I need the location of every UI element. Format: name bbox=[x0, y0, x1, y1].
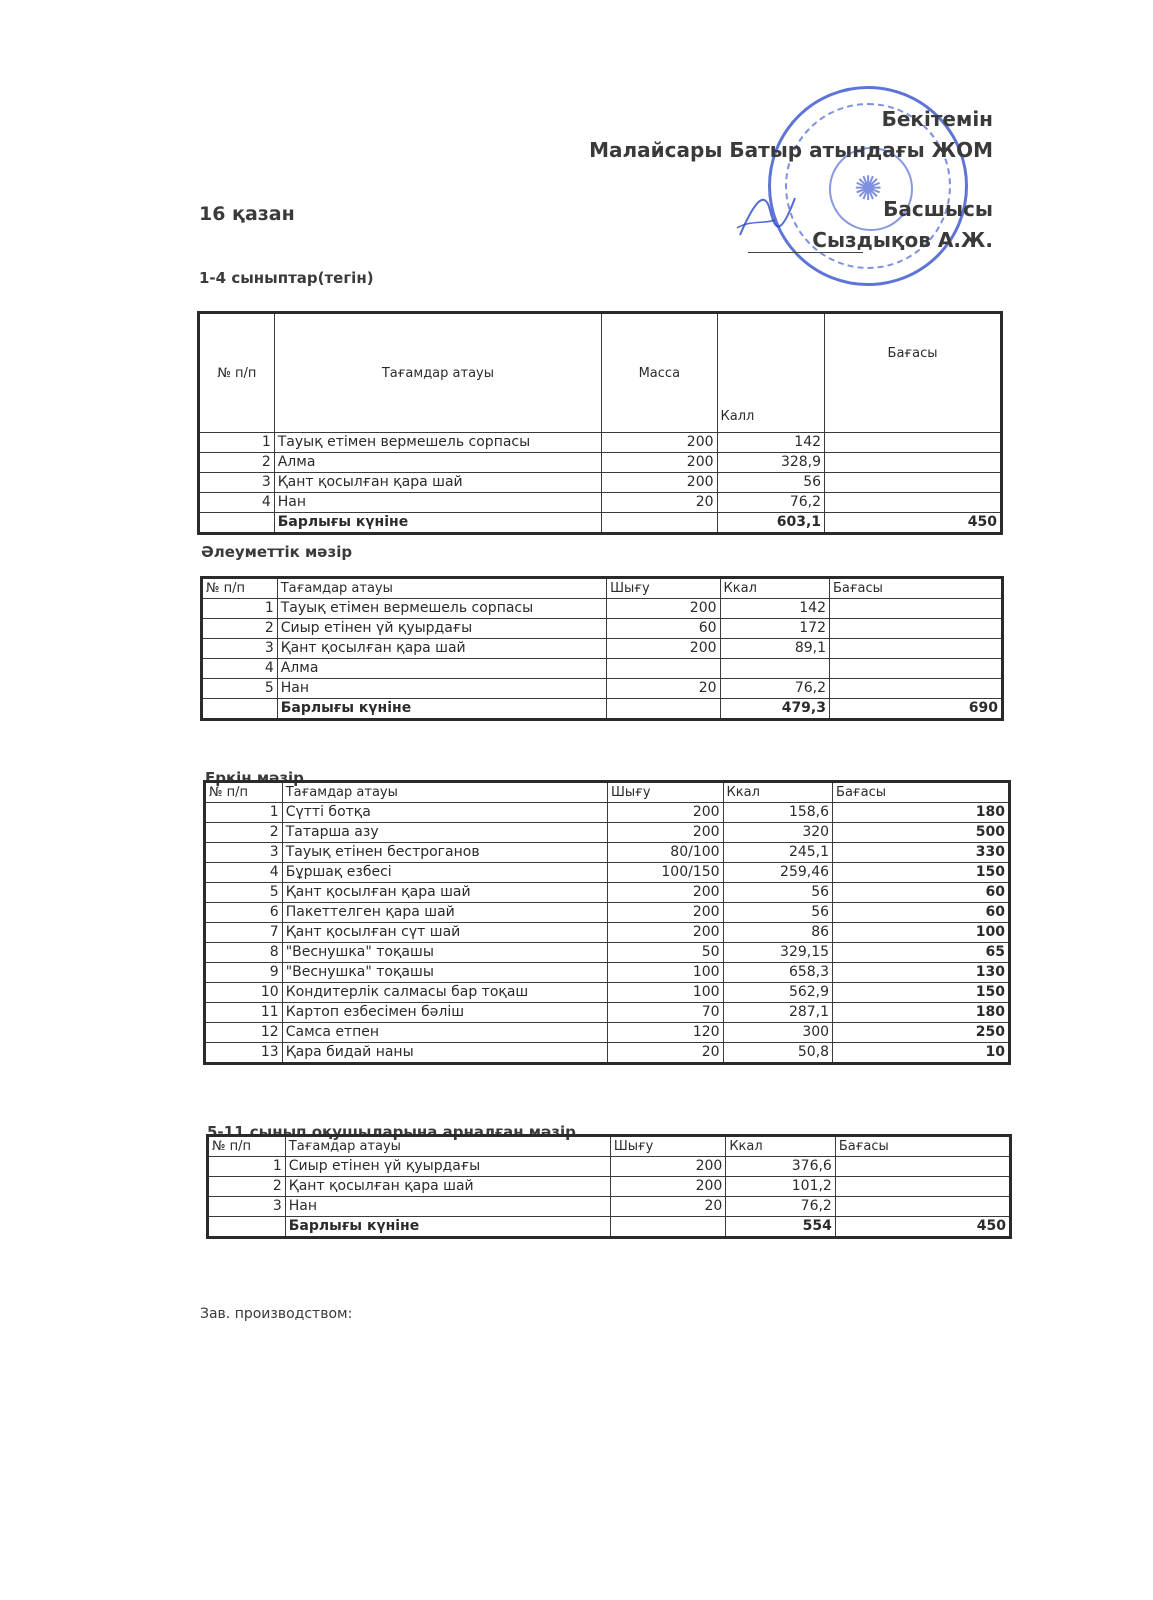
dish-price bbox=[830, 599, 1003, 619]
dish-name: Қант қосылған сүт шай bbox=[282, 923, 607, 943]
row-number: 8 bbox=[205, 943, 283, 963]
row-number: 12 bbox=[205, 1023, 283, 1043]
dish-price bbox=[825, 433, 1002, 453]
dish-output: 20 bbox=[607, 679, 720, 699]
dish-output: 200 bbox=[607, 599, 720, 619]
dish-name: Сүтті ботқа bbox=[282, 803, 607, 823]
menu-table-grades-1-4 bbox=[197, 311, 1003, 535]
dish-name: Алма bbox=[277, 659, 606, 679]
row-number: 5 bbox=[202, 679, 278, 699]
dish-output: 200 bbox=[610, 1177, 725, 1197]
table-row bbox=[205, 1023, 1010, 1043]
dish-output: 100/150 bbox=[608, 863, 724, 883]
dish-name: Қант қосылған қара шай bbox=[285, 1177, 610, 1197]
approval-position: Басшысы bbox=[883, 197, 993, 221]
table-row bbox=[205, 903, 1010, 923]
dish-name: Қара бидай наны bbox=[282, 1043, 607, 1064]
dish-output: 200 bbox=[608, 823, 724, 843]
dish-name: Тауық етімен вермешель сорпасы bbox=[277, 599, 606, 619]
table-row bbox=[202, 639, 1003, 659]
section-title-social-menu: Әлеуметтік мәзір bbox=[201, 543, 353, 561]
dish-name: Қант қосылған қара шай bbox=[282, 883, 607, 903]
production-manager-label: Зав. производством: bbox=[200, 1306, 353, 1322]
col-header-no: № п/п bbox=[205, 782, 283, 803]
total-price: 450 bbox=[835, 1217, 1010, 1238]
col-header-no: № п/п bbox=[208, 1136, 286, 1157]
dish-price bbox=[830, 619, 1003, 639]
table-row bbox=[205, 943, 1010, 963]
dish-kcal: 287,1 bbox=[723, 1003, 833, 1023]
dish-price: 60 bbox=[833, 883, 1010, 903]
row-number: 1 bbox=[205, 803, 283, 823]
dish-name: Нан bbox=[277, 679, 606, 699]
dish-name: Пакеттелген қара шай bbox=[282, 903, 607, 923]
dish-price: 180 bbox=[833, 1003, 1010, 1023]
dish-price bbox=[825, 473, 1002, 493]
dish-name: Картоп езбесімен бәліш bbox=[282, 1003, 607, 1023]
dish-kcal: 158,6 bbox=[723, 803, 833, 823]
row-number: 3 bbox=[208, 1197, 286, 1217]
col-header-name: Тағамдар атауы bbox=[285, 1136, 610, 1157]
dish-name: Нан bbox=[285, 1197, 610, 1217]
dish-output: 100 bbox=[608, 983, 724, 1003]
approval-block bbox=[589, 104, 993, 256]
table-row bbox=[199, 493, 1002, 513]
col-header-mass: Масса bbox=[602, 313, 717, 433]
row-number: 11 bbox=[205, 1003, 283, 1023]
dish-price: 100 bbox=[833, 923, 1010, 943]
dish-kcal: 76,2 bbox=[726, 1197, 836, 1217]
row-number: 1 bbox=[199, 433, 275, 453]
dish-kcal: 50,8 bbox=[723, 1043, 833, 1064]
dish-kcal: 658,3 bbox=[723, 963, 833, 983]
dish-name: Тауық етінен бестроганов bbox=[282, 843, 607, 863]
total-kcal: 603,1 bbox=[717, 513, 825, 534]
dish-output: 120 bbox=[608, 1023, 724, 1043]
dish-output bbox=[607, 659, 720, 679]
section-title-grades-1-4: 1-4 сыныптар(тегін) bbox=[199, 269, 374, 287]
dish-name: Қант қосылған қара шай bbox=[274, 473, 601, 493]
table-row bbox=[202, 679, 1003, 699]
table-row bbox=[205, 983, 1010, 1003]
dish-output: 200 bbox=[608, 903, 724, 923]
section-title-grades-5-11: 5-11 сынып оқушыларына арналған мәзір bbox=[207, 1123, 576, 1141]
dish-kcal: 300 bbox=[723, 1023, 833, 1043]
dish-output: 200 bbox=[602, 453, 717, 473]
row-number: 2 bbox=[202, 619, 278, 639]
table-row bbox=[199, 453, 1002, 473]
row-number: 3 bbox=[199, 473, 275, 493]
dish-price bbox=[830, 659, 1003, 679]
row-number: 13 bbox=[205, 1043, 283, 1064]
dish-output: 200 bbox=[608, 883, 724, 903]
total-row bbox=[199, 513, 1002, 534]
dish-price: 10 bbox=[833, 1043, 1010, 1064]
dish-output: 200 bbox=[607, 639, 720, 659]
row-number: 9 bbox=[205, 963, 283, 983]
menu-date: 16 қазан bbox=[199, 203, 295, 225]
dish-kcal: 259,46 bbox=[723, 863, 833, 883]
dish-kcal: 172 bbox=[720, 619, 829, 639]
col-header-name: Тағамдар атауы bbox=[274, 313, 601, 433]
dish-kcal: 329,15 bbox=[723, 943, 833, 963]
row-number: 4 bbox=[205, 863, 283, 883]
dish-price: 130 bbox=[833, 963, 1010, 983]
col-header-no: № п/п bbox=[199, 313, 275, 433]
total-kcal: 554 bbox=[726, 1217, 836, 1238]
row-number: 5 bbox=[205, 883, 283, 903]
approval-signatory: Сыздықов А.Ж. bbox=[812, 228, 993, 252]
dish-price: 150 bbox=[833, 983, 1010, 1003]
menu-table-social bbox=[200, 576, 1004, 721]
col-header-name: Тағамдар атауы bbox=[282, 782, 607, 803]
dish-kcal: 56 bbox=[717, 473, 825, 493]
table-row bbox=[208, 1157, 1011, 1177]
col-header-output: Шығу bbox=[610, 1136, 725, 1157]
dish-name: "Веснушка" тоқашы bbox=[282, 963, 607, 983]
dish-name: Самса етпен bbox=[282, 1023, 607, 1043]
row-number: 2 bbox=[205, 823, 283, 843]
dish-kcal: 376,6 bbox=[726, 1157, 836, 1177]
dish-kcal: 56 bbox=[723, 883, 833, 903]
dish-price bbox=[830, 639, 1003, 659]
row-number: 2 bbox=[208, 1177, 286, 1197]
dish-kcal: 142 bbox=[720, 599, 829, 619]
dish-price: 500 bbox=[833, 823, 1010, 843]
table-row bbox=[205, 1003, 1010, 1023]
table-row bbox=[205, 843, 1010, 863]
col-header-price: Бағасы bbox=[835, 1136, 1010, 1157]
dish-name: Кондитерлік салмасы бар тоқаш bbox=[282, 983, 607, 1003]
dish-price bbox=[830, 679, 1003, 699]
dish-kcal: 245,1 bbox=[723, 843, 833, 863]
dish-kcal: 86 bbox=[723, 923, 833, 943]
dish-output: 200 bbox=[608, 803, 724, 823]
dish-name: Қант қосылған қара шай bbox=[277, 639, 606, 659]
dish-price: 330 bbox=[833, 843, 1010, 863]
table-row bbox=[205, 963, 1010, 983]
dish-output: 20 bbox=[602, 493, 717, 513]
row-number: 3 bbox=[202, 639, 278, 659]
approval-organization: Малайсары Батыр атындағы ЖОМ bbox=[589, 138, 993, 162]
col-header-name: Тағамдар атауы bbox=[277, 578, 606, 599]
dish-kcal: 142 bbox=[717, 433, 825, 453]
dish-kcal bbox=[720, 659, 829, 679]
dish-kcal: 56 bbox=[723, 903, 833, 923]
dish-price: 150 bbox=[833, 863, 1010, 883]
dish-name: Бұршақ езбесі bbox=[282, 863, 607, 883]
dish-name: Тауық етімен вермешель сорпасы bbox=[274, 433, 601, 453]
table-header-row bbox=[205, 782, 1010, 803]
total-kcal: 479,3 bbox=[720, 699, 829, 720]
table-row bbox=[205, 803, 1010, 823]
dish-kcal: 562,9 bbox=[723, 983, 833, 1003]
dish-kcal: 328,9 bbox=[717, 453, 825, 473]
dish-name: Алма bbox=[274, 453, 601, 473]
row-number: 4 bbox=[199, 493, 275, 513]
dish-output: 200 bbox=[602, 473, 717, 493]
dish-output: 70 bbox=[608, 1003, 724, 1023]
total-label: Барлығы күніне bbox=[285, 1217, 610, 1238]
emblem-icon: ✺ bbox=[854, 169, 883, 209]
dish-output: 50 bbox=[608, 943, 724, 963]
menu-table-grades-5-11 bbox=[206, 1134, 1012, 1239]
dish-price: 250 bbox=[833, 1023, 1010, 1043]
dish-output: 80/100 bbox=[608, 843, 724, 863]
total-row bbox=[208, 1217, 1011, 1238]
dish-price bbox=[825, 493, 1002, 513]
total-price: 450 bbox=[825, 513, 1002, 534]
approval-heading: Бекітемін bbox=[881, 107, 993, 131]
dish-output: 60 bbox=[607, 619, 720, 639]
col-header-no: № п/п bbox=[202, 578, 278, 599]
dish-price bbox=[835, 1157, 1010, 1177]
total-label: Барлығы күніне bbox=[277, 699, 606, 720]
row-number: 2 bbox=[199, 453, 275, 473]
col-header-price: Бағасы bbox=[825, 313, 1002, 433]
col-header-output: Шығу bbox=[607, 578, 720, 599]
dish-price bbox=[825, 453, 1002, 473]
table-row bbox=[208, 1197, 1011, 1217]
dish-output: 200 bbox=[602, 433, 717, 453]
dish-price bbox=[835, 1197, 1010, 1217]
dish-kcal: 89,1 bbox=[720, 639, 829, 659]
table-row bbox=[202, 599, 1003, 619]
row-number: 6 bbox=[205, 903, 283, 923]
dish-name: Сиыр етінен үй қуырдағы bbox=[285, 1157, 610, 1177]
col-header-kcal: Ккал bbox=[726, 1136, 836, 1157]
row-number: 1 bbox=[202, 599, 278, 619]
dish-name: Сиыр етінен үй қуырдағы bbox=[277, 619, 606, 639]
row-number: 1 bbox=[208, 1157, 286, 1177]
menu-table-free bbox=[203, 780, 1011, 1065]
table-row bbox=[208, 1177, 1011, 1197]
dish-kcal: 320 bbox=[723, 823, 833, 843]
table-row bbox=[199, 473, 1002, 493]
col-header-price: Бағасы bbox=[833, 782, 1010, 803]
dish-kcal: 76,2 bbox=[717, 493, 825, 513]
table-row bbox=[199, 433, 1002, 453]
table-row bbox=[205, 883, 1010, 903]
total-label: Барлығы күніне bbox=[274, 513, 601, 534]
dish-name: "Веснушка" тоқашы bbox=[282, 943, 607, 963]
dish-price: 60 bbox=[833, 903, 1010, 923]
dish-name: Нан bbox=[274, 493, 601, 513]
section-title-free-menu: Еркін мәзір bbox=[205, 769, 304, 787]
table-row bbox=[205, 823, 1010, 843]
dish-kcal: 76,2 bbox=[720, 679, 829, 699]
table-header-row bbox=[202, 578, 1003, 599]
col-header-kcal: Ккал bbox=[723, 782, 833, 803]
total-price: 690 bbox=[830, 699, 1003, 720]
row-number: 7 bbox=[205, 923, 283, 943]
dish-price bbox=[835, 1177, 1010, 1197]
row-number: 10 bbox=[205, 983, 283, 1003]
table-row bbox=[202, 619, 1003, 639]
table-row bbox=[205, 1043, 1010, 1064]
table-row bbox=[205, 923, 1010, 943]
dish-output: 200 bbox=[610, 1157, 725, 1177]
table-row bbox=[205, 863, 1010, 883]
dish-kcal: 101,2 bbox=[726, 1177, 836, 1197]
row-number: 3 bbox=[205, 843, 283, 863]
dish-output: 200 bbox=[608, 923, 724, 943]
total-row bbox=[202, 699, 1003, 720]
col-header-price: Бағасы bbox=[830, 578, 1003, 599]
dish-output: 100 bbox=[608, 963, 724, 983]
col-header-output: Шығу bbox=[608, 782, 724, 803]
dish-price: 65 bbox=[833, 943, 1010, 963]
col-header-kcal: Ккал bbox=[720, 578, 829, 599]
col-header-kall: Калл bbox=[717, 313, 825, 433]
dish-output: 20 bbox=[610, 1197, 725, 1217]
dish-output: 20 bbox=[608, 1043, 724, 1064]
table-header-row bbox=[199, 313, 1002, 433]
dish-name: Татарша азу bbox=[282, 823, 607, 843]
row-number: 4 bbox=[202, 659, 278, 679]
table-row bbox=[202, 659, 1003, 679]
dish-price: 180 bbox=[833, 803, 1010, 823]
table-header-row bbox=[208, 1136, 1011, 1157]
